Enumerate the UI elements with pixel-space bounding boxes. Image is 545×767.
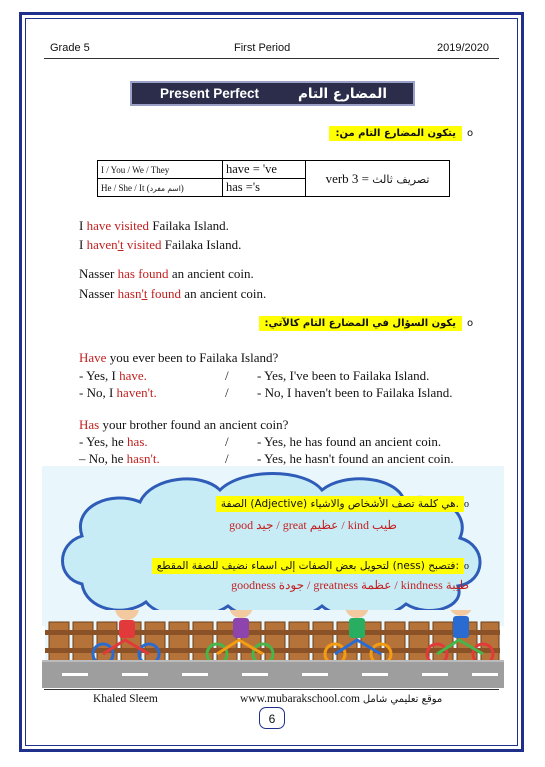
- table-plural-pronouns: I / You / We / They: [98, 161, 223, 179]
- answer-separator: /: [225, 385, 229, 400]
- section1-heading: يتكون المضارع التام من:: [329, 126, 462, 141]
- fence-illustration: [45, 610, 500, 662]
- table-have-form: have = 've: [223, 161, 306, 179]
- short-answer: [79, 385, 157, 401]
- example-text: I: [79, 237, 87, 252]
- section2-heading: يكون السؤال في المضارع التام كالآتي:: [259, 316, 463, 331]
- road-marking: [62, 673, 88, 676]
- answer-highlight: haven't.: [116, 385, 157, 400]
- road-marking: [472, 673, 498, 676]
- question-auxiliary: Has: [79, 417, 100, 432]
- example-text: Nasser: [79, 286, 118, 301]
- example-text: Failaka Island.: [149, 218, 229, 233]
- fence-rail: [45, 630, 500, 635]
- section2-bullet: o: [467, 318, 474, 329]
- example-line: [79, 286, 266, 302]
- table-verb-en: verb 3 =: [325, 170, 369, 186]
- full-answer: - Yes, he has found an ancient coin.: [257, 434, 442, 449]
- answer-text: – No, he: [79, 451, 127, 466]
- example-highlight: have visited: [86, 218, 150, 233]
- example-highlight: haven: [86, 237, 118, 252]
- road-marking: [362, 673, 388, 676]
- section1-bullet: o: [467, 128, 474, 139]
- example-text: I: [79, 218, 87, 233]
- header-divider: [44, 58, 499, 59]
- table-singular-en: He / She / It (: [101, 182, 150, 193]
- short-answer: [79, 368, 147, 384]
- title-english: Present Perfect: [160, 86, 260, 101]
- answer-highlight: have.: [119, 368, 147, 383]
- question-auxiliary: Have: [79, 350, 107, 365]
- answer-separator: /: [225, 368, 229, 383]
- answer-text: - No, I: [79, 385, 117, 400]
- example-text: Failaka Island.: [161, 237, 242, 252]
- footer-divider: [44, 689, 499, 690]
- road-marking: [422, 673, 448, 676]
- example-highlight: has found: [117, 266, 169, 281]
- question-text: your brother found an ancient coin?: [99, 417, 289, 432]
- cloud-line-3: [152, 556, 469, 574]
- answer-separator: /: [225, 434, 229, 449]
- answer-highlight: hasn't.: [126, 451, 160, 466]
- question-line: [79, 350, 278, 366]
- answer-text: - Yes, he: [79, 434, 128, 449]
- full-answer: - No, I haven't been to Failaka Island.: [257, 385, 453, 400]
- road-marking: [122, 673, 148, 676]
- example-highlight-underlined: 't: [141, 286, 148, 301]
- verb-table: [97, 160, 450, 197]
- example-text: an ancient coin.: [181, 286, 267, 301]
- full-answer: - Yes, he hasn't found an ancient coin.: [257, 451, 454, 466]
- road-marking: [302, 673, 328, 676]
- header-period: First Period: [234, 42, 291, 54]
- table-singular-pronouns: [98, 179, 223, 197]
- footer-website: [240, 693, 442, 705]
- short-answer: [79, 451, 160, 467]
- title-banner: [130, 81, 415, 106]
- example-text: an ancient coin.: [168, 266, 254, 281]
- header-grade: Grade 5: [50, 42, 90, 54]
- cloud-illustration: [42, 466, 504, 626]
- table-verb-ar: تصريف ثالث: [372, 172, 430, 186]
- cloud-line-1: [216, 494, 469, 512]
- footer-url: www.mubarakschool.com: [240, 693, 360, 705]
- table-singular-ar: اسم مفرد: [149, 183, 181, 193]
- header-year: 2019/2020: [437, 42, 489, 54]
- answer-highlight: has.: [127, 434, 148, 449]
- answer-text: - Yes, I: [79, 368, 120, 383]
- question-text: you ever been to Failaka Island?: [106, 350, 279, 365]
- question-line: [79, 417, 288, 433]
- example-highlight-underlined: 't: [117, 237, 124, 252]
- table-verb-cell: [306, 161, 450, 197]
- noun-examples: طيبة kindness / عظمة greatness / جودة goodness: [231, 578, 469, 592]
- example-line: [79, 218, 229, 234]
- ness-rule: لتحويل بعض الصفات إلى اسماء نضيف للصفة المقطع (ness) فتصبح:: [152, 558, 464, 574]
- page-number: 6: [259, 707, 285, 729]
- road-marking: [242, 673, 268, 676]
- cloud-bullet: o: [464, 499, 469, 510]
- example-text: Nasser: [79, 266, 118, 281]
- example-line: [79, 266, 254, 282]
- road: [42, 660, 504, 688]
- table-singular-close: ): [180, 182, 184, 193]
- table-has-form: has ='s: [223, 179, 306, 197]
- adjective-examples: طيب kind / عظيم great / جيد good: [229, 518, 397, 532]
- example-highlight: hasn: [117, 286, 142, 301]
- footer-author: Khaled Sleem: [93, 693, 158, 705]
- example-highlight: visited: [123, 237, 162, 252]
- footer-site-arabic: موقع تعليمي شامل: [362, 694, 443, 705]
- cloud-bullet: o: [464, 561, 469, 572]
- title-arabic: المضارع التام: [298, 85, 387, 102]
- road-marking: [182, 673, 208, 676]
- example-highlight: found: [147, 286, 182, 301]
- answer-separator: /: [225, 451, 229, 466]
- full-answer: - Yes, I've been to Failaka Island.: [257, 368, 430, 383]
- short-answer: [79, 434, 148, 450]
- example-line: [79, 237, 241, 253]
- adjective-definition: الصفة (Adjective) هي كلمة تصف الأشخاص والاشياء.: [216, 496, 464, 512]
